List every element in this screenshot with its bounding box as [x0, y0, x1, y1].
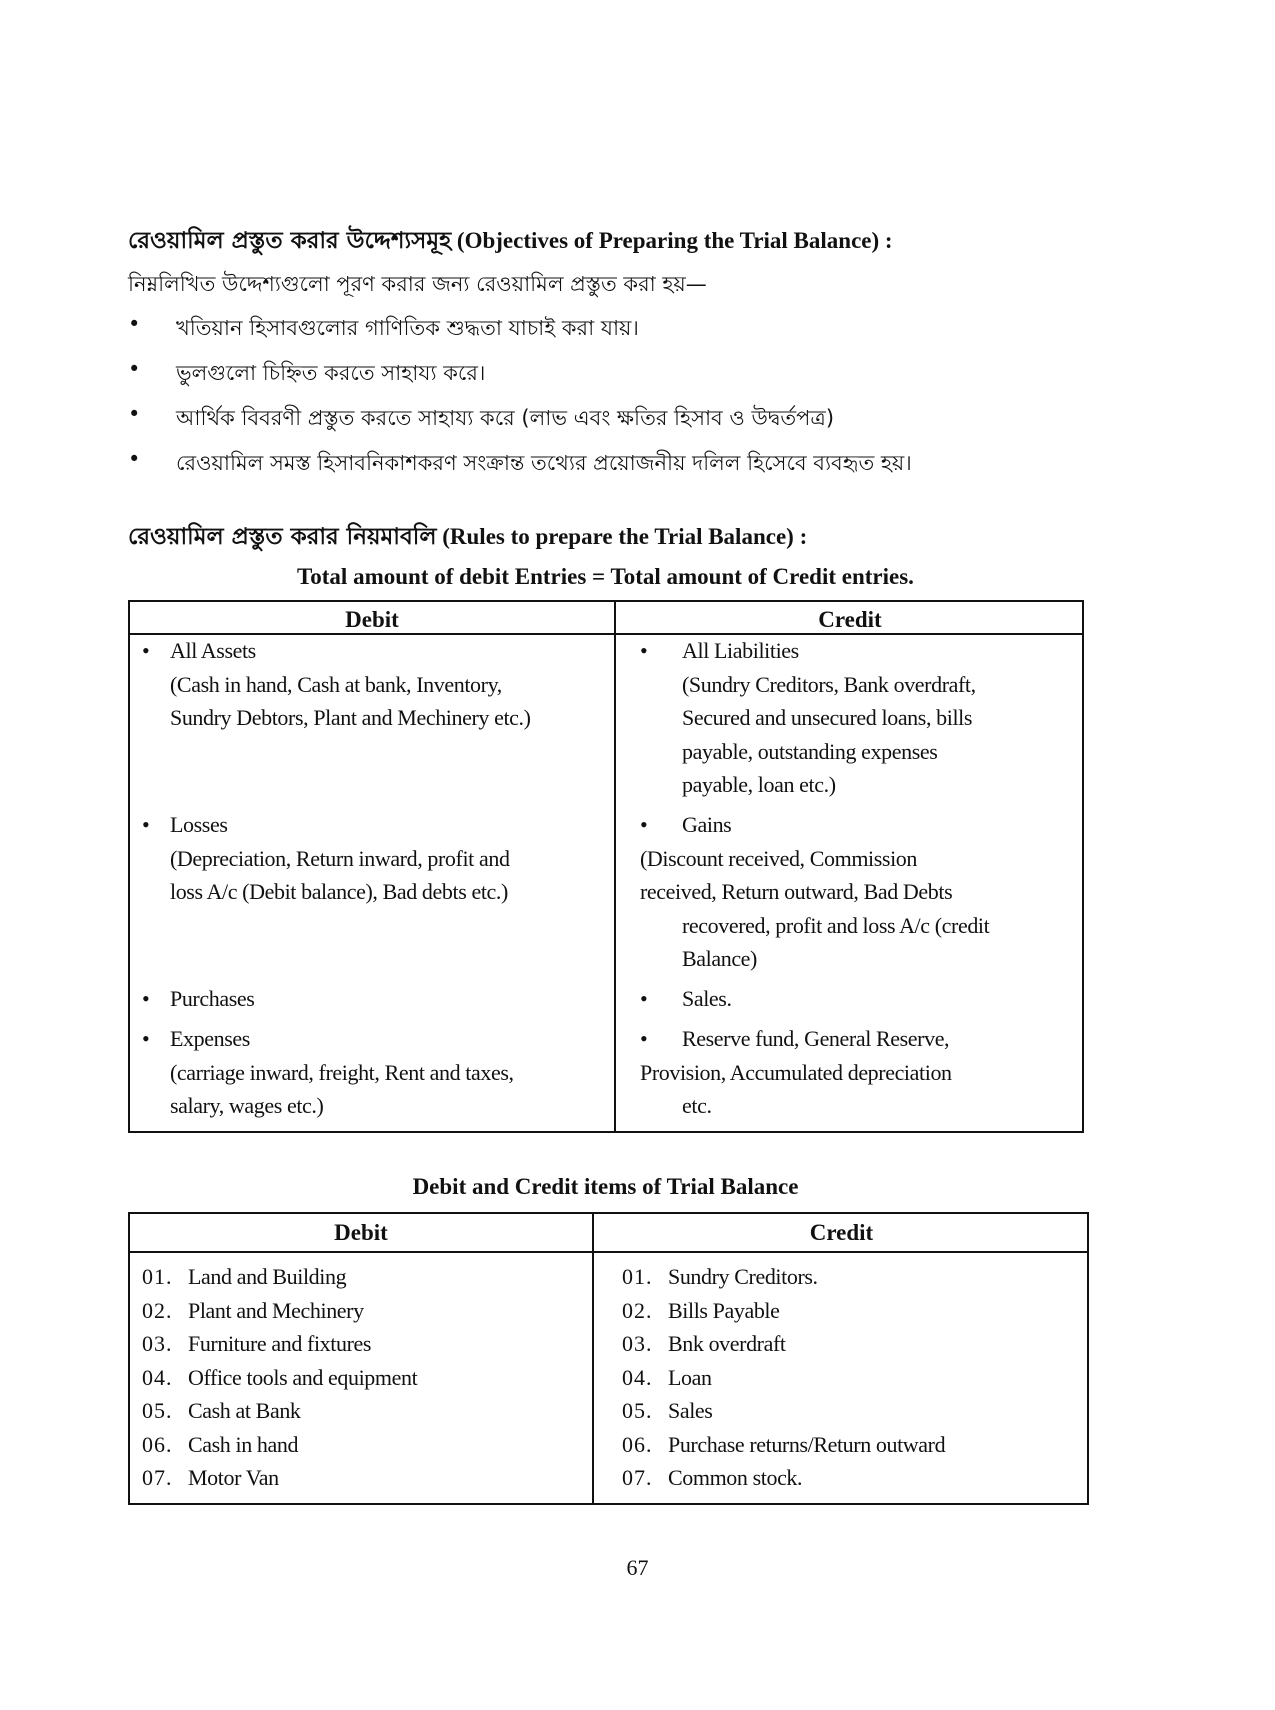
table-header-divider	[130, 633, 1082, 635]
objectives-intro: নিম্নলিখিত উদ্দেশ্যগুলো পূরণ করার জন্য রেওয়ামিল প্রস্তুত করা হয়—	[128, 272, 707, 296]
debit-expenses-detail-2: salary, wages etc.)	[170, 1093, 324, 1118]
credit-liabilities-detail-3: payable, outstanding expenses	[682, 739, 938, 764]
row-label: Common stock.	[668, 1465, 803, 1490]
items-credit-header: Credit	[809, 1220, 874, 1245]
debit-losses-title: Losses	[170, 812, 228, 837]
debit-header: Debit	[345, 607, 399, 632]
bullet-icon: •	[640, 986, 648, 1011]
row-label: Cash in hand	[188, 1432, 299, 1457]
rules-heading	[128, 518, 807, 557]
row-number: 01.	[622, 1264, 653, 1289]
row-number: 07.	[142, 1465, 173, 1490]
list-item-text: ভুলগুলো চিহ্নিত করতে সাহায্য করে।	[176, 361, 486, 385]
row-number: 03.	[142, 1331, 173, 1356]
bullet-icon: •	[640, 812, 648, 837]
bullet-icon: •	[128, 447, 141, 471]
row-label: Bnk overdraft	[668, 1331, 786, 1356]
row-label: Furniture and fixtures	[188, 1331, 372, 1356]
credit-reserve-title: Reserve fund, General Reserve,	[682, 1026, 950, 1051]
debit-assets-title: All Assets	[170, 638, 256, 663]
bullet-icon: •	[128, 312, 141, 336]
list-item-text: খতিয়ান হিসাবগুলোর গাণিতিক শুদ্ধতা যাচাই করা যায়।	[176, 316, 639, 340]
objectives-heading-bn: রেওয়ামিল প্রস্তুত করার উদ্দেশ্যসমূহ	[128, 228, 452, 254]
debit-expenses-title: Expenses	[170, 1026, 250, 1051]
bullet-icon: •	[128, 402, 141, 426]
table-column-divider	[592, 1214, 594, 1503]
row-number: 01.	[142, 1264, 173, 1289]
debit-purchases: Purchases	[170, 986, 255, 1011]
credit-gains-title: Gains	[682, 812, 732, 837]
row-number: 05.	[622, 1398, 653, 1423]
credit-gains-detail-3: recovered, profit and loss A/c (credit	[682, 913, 990, 938]
row-label: Sales	[668, 1398, 713, 1423]
items-table-title: Debit and Credit items of Trial Balance	[412, 1174, 799, 1199]
row-label: Office tools and equipment	[188, 1365, 418, 1390]
row-number: 05.	[142, 1398, 173, 1423]
credit-gains-detail-4: Balance)	[682, 946, 757, 971]
page-number: 67	[626, 1555, 649, 1580]
debit-assets-detail-1: (Cash in hand, Cash at bank, Inventory,	[170, 672, 502, 697]
row-label: Cash at Bank	[188, 1398, 301, 1423]
row-label: Loan	[668, 1365, 712, 1390]
row-number: 06.	[142, 1432, 173, 1457]
rules-heading-bn: রেওয়ামিল প্রস্তুত করার নিয়মাবলি	[128, 524, 437, 550]
debit-expenses-detail-1: (carriage inward, freight, Rent and taxes,	[170, 1060, 514, 1085]
row-label: Purchase returns/Return outward	[668, 1432, 946, 1457]
credit-reserve-detail-2: etc.	[682, 1093, 712, 1118]
row-label: Motor Van	[188, 1465, 279, 1490]
rules-table	[128, 600, 1084, 1133]
rules-heading-en: (Rules to prepare the Trial Balance) :	[442, 524, 808, 549]
row-label: Sundry Creditors.	[668, 1264, 818, 1289]
bullet-icon: •	[640, 638, 648, 663]
row-label: Bills Payable	[668, 1298, 780, 1323]
items-debit-header: Debit	[334, 1220, 388, 1245]
list-item-text: রেওয়ামিল সমস্ত হিসাবনিকাশকরণ সংক্রান্ত তথ্যের প্রয়োজনীয় দলিল হিসেবে ব্যবহৃত হয়।	[176, 451, 912, 475]
bullet-icon: •	[640, 1026, 648, 1051]
row-number: 02.	[142, 1298, 173, 1323]
credit-reserve-detail-1: Provision, Accumulated depreciation	[640, 1060, 952, 1085]
objectives-heading	[128, 222, 893, 261]
row-label: Land and Building	[188, 1264, 347, 1289]
objectives-list	[128, 312, 1128, 482]
bullet-icon: •	[142, 812, 150, 837]
row-number: 04.	[142, 1365, 173, 1390]
row-number: 04.	[622, 1365, 653, 1390]
credit-liabilities-detail-2: Secured and unsecured loans, bills	[682, 705, 973, 730]
row-number: 07.	[622, 1465, 653, 1490]
bullet-icon: •	[142, 986, 150, 1011]
debit-losses-detail-2: loss A/c (Debit balance), Bad debts etc.)	[170, 879, 508, 904]
bullet-icon: •	[128, 357, 141, 381]
items-table	[128, 1212, 1089, 1505]
table-header-divider	[130, 1251, 1087, 1253]
credit-liabilities-detail-1: (Sundry Creditors, Bank overdraft,	[682, 672, 976, 697]
row-number: 06.	[622, 1432, 653, 1457]
credit-liabilities-title: All Liabilities	[682, 638, 799, 663]
debit-losses-detail-1: (Depreciation, Return inward, profit and	[170, 846, 510, 871]
debit-assets-detail-2: Sundry Debtors, Plant and Mechinery etc.)	[170, 705, 531, 730]
row-label: Plant and Mechinery	[188, 1298, 364, 1323]
bullet-icon: •	[142, 638, 150, 663]
bullet-icon: •	[142, 1026, 150, 1051]
credit-gains-detail-1: (Discount received, Commission	[640, 846, 918, 871]
objectives-heading-en: (Objectives of Preparing the Trial Balance) :	[456, 228, 893, 253]
list-item-text: আর্থিক বিবরণী প্রস্তুত করতে সাহায্য করে (লাভ এবং ক্ষতির হিসাব ও উদ্বর্তপত্র)	[176, 406, 835, 430]
credit-liabilities-detail-4: payable, loan etc.)	[682, 772, 836, 797]
rules-equation: Total amount of debit Entries = Total amount of Credit entries.	[297, 564, 914, 589]
credit-sales: Sales.	[682, 986, 732, 1011]
credit-header: Credit	[818, 607, 882, 632]
row-number: 02.	[622, 1298, 653, 1323]
table-column-divider	[614, 602, 616, 1131]
credit-gains-detail-2: received, Return outward, Bad Debts	[640, 879, 953, 904]
row-number: 03.	[622, 1331, 653, 1356]
